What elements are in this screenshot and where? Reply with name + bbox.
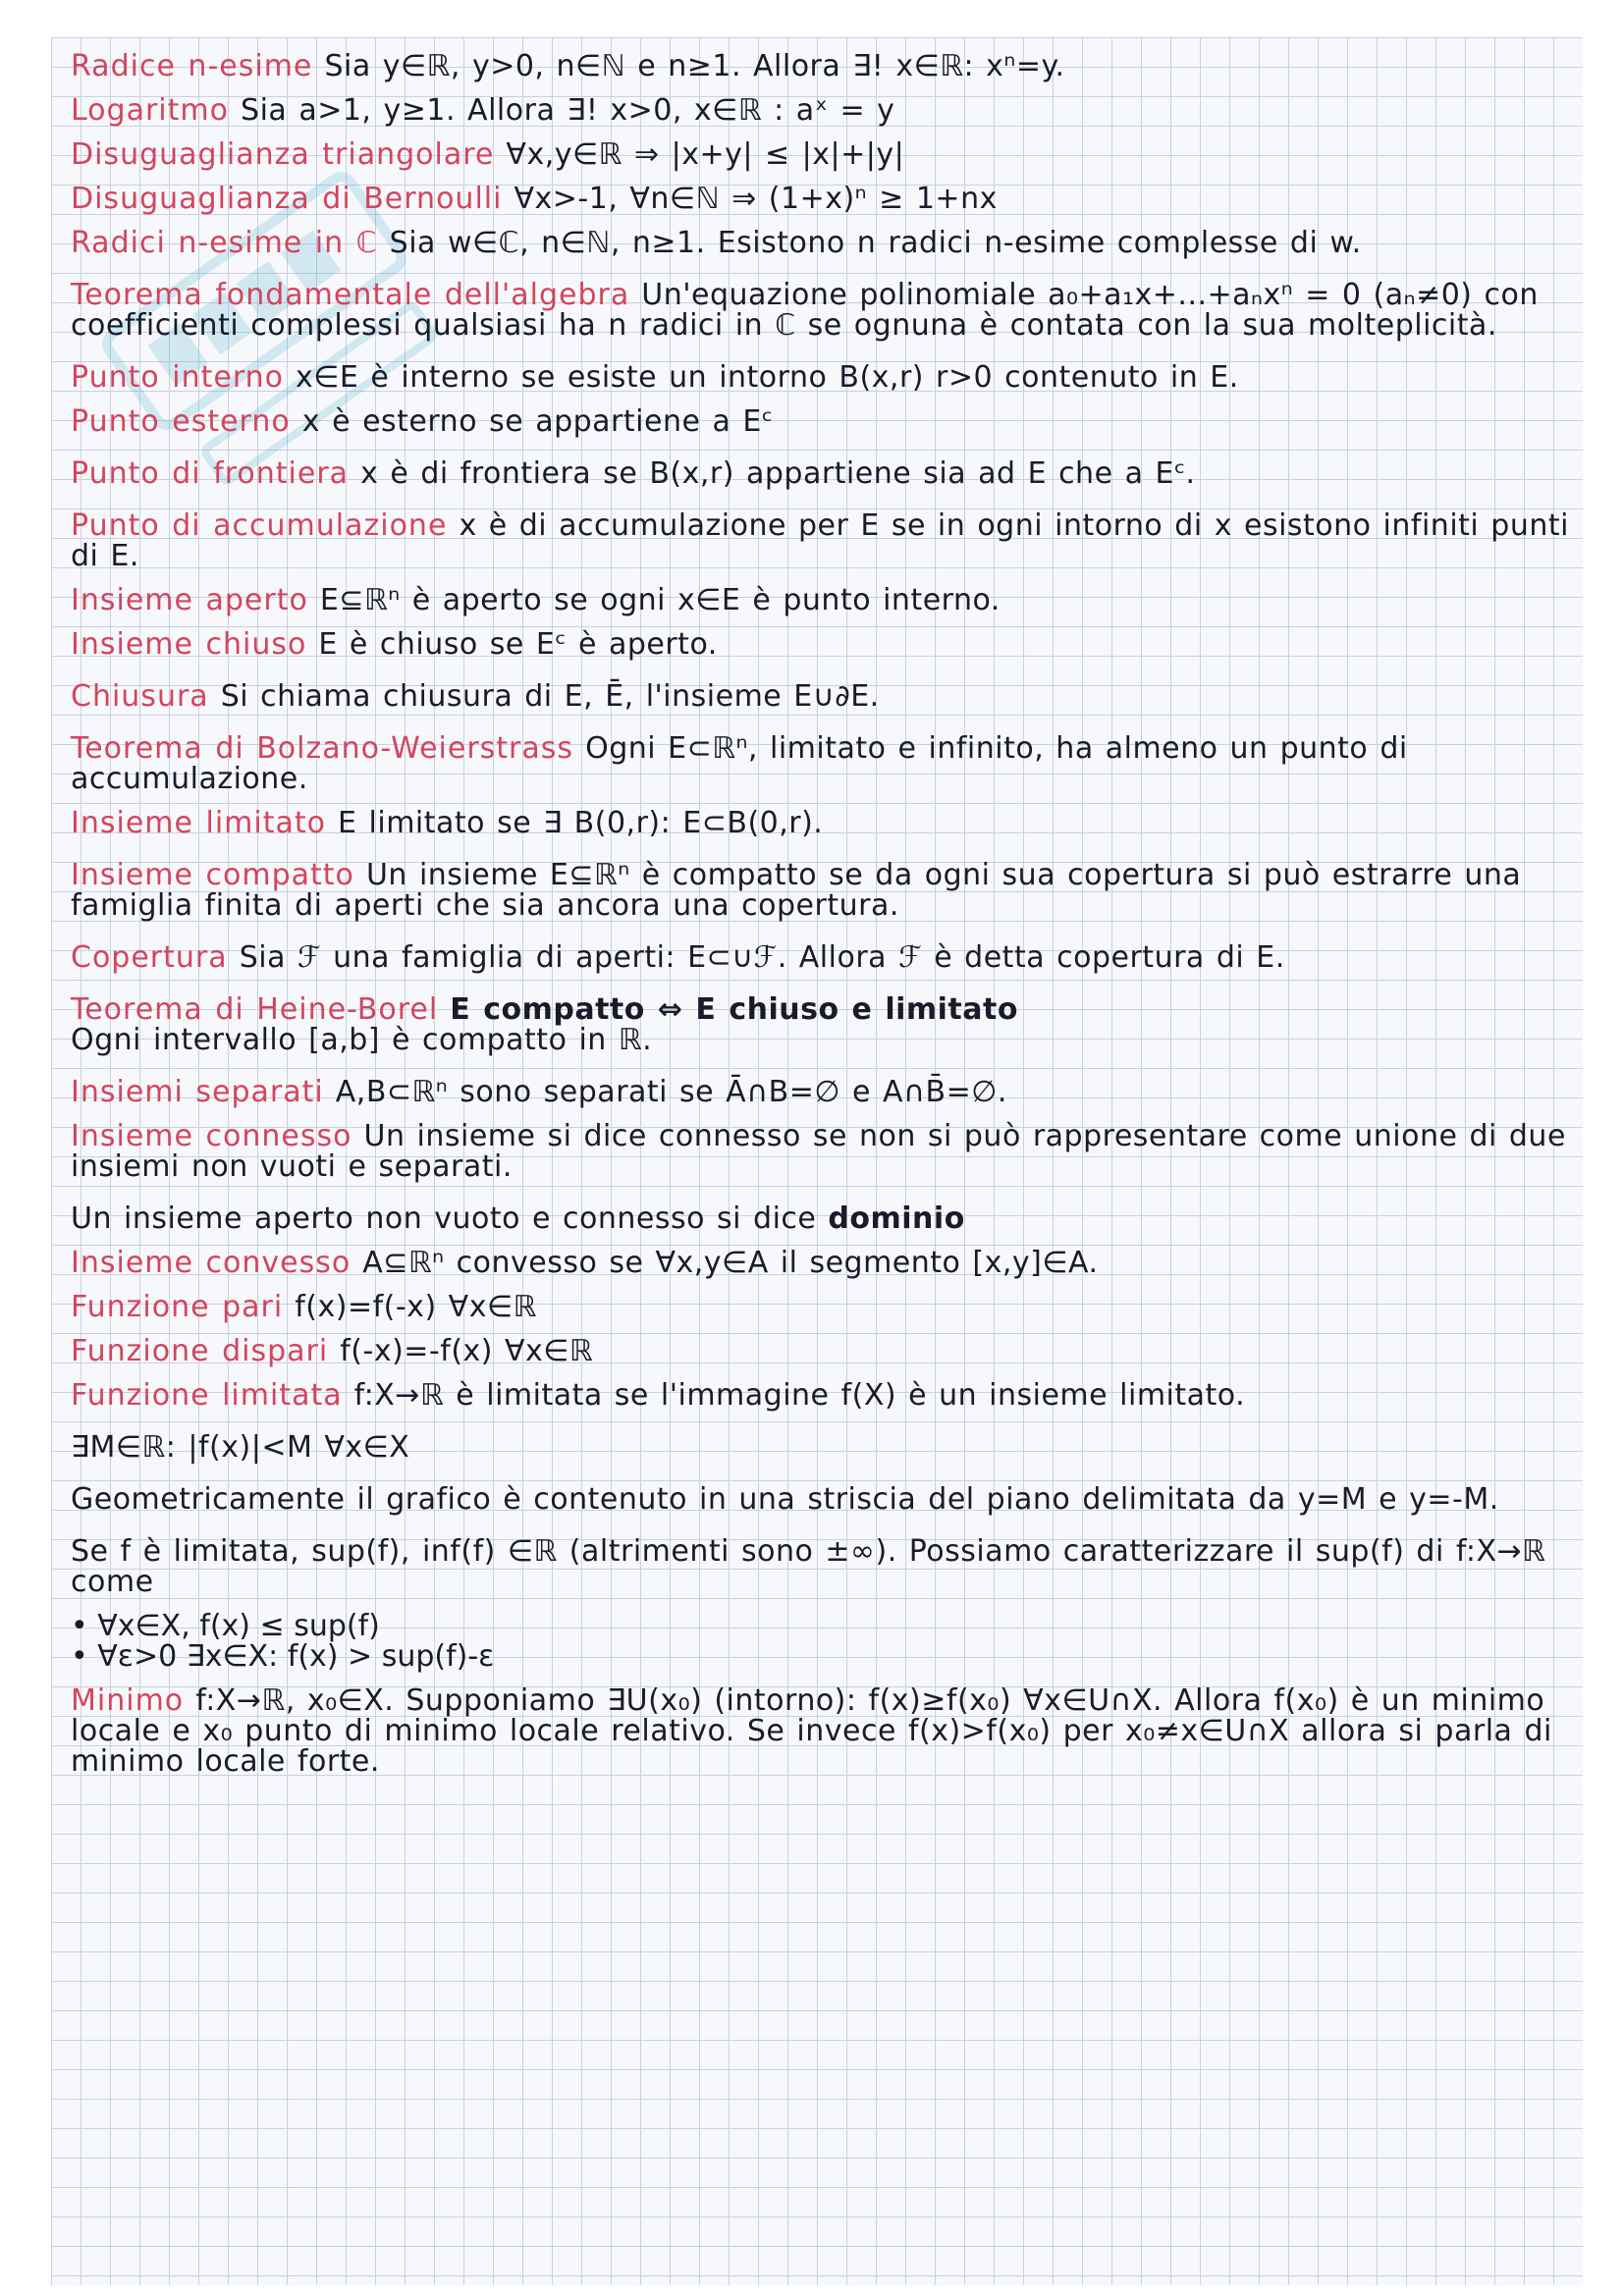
definition-text: E⊆ℝⁿ è aperto se ogni x∈E è punto interno. bbox=[319, 583, 1001, 617]
entry-teorema-fondamentale bbox=[71, 280, 1578, 341]
entry-copertura bbox=[71, 942, 1578, 973]
entry-heine-borel bbox=[71, 994, 1578, 1055]
definition-text: x è esterno se appartiene a Eᶜ bbox=[301, 404, 774, 439]
term-label: Minimo bbox=[71, 1683, 185, 1718]
term-label: Chiusura bbox=[71, 679, 209, 714]
term-label: Punto interno bbox=[71, 360, 284, 395]
term-label: Disuguaglianza di Bernoulli bbox=[71, 182, 503, 216]
entry-sup-note bbox=[71, 1536, 1578, 1597]
entry-insieme-limitato bbox=[71, 808, 1578, 838]
term-label: Logaritmo bbox=[71, 93, 229, 128]
list-item: • ∀x∈X, f(x) ≤ sup(f) bbox=[71, 1611, 1578, 1641]
formula-text: ∃M∈ℝ: |f(x)|<M ∀x∈X bbox=[71, 1430, 410, 1465]
term-label: Teorema di Heine-Borel bbox=[71, 992, 439, 1027]
entry-insiemi-separati bbox=[71, 1077, 1578, 1107]
entry-insieme-convesso bbox=[71, 1248, 1578, 1278]
definition-text: ∀x,y∈ℝ ⇒ |x+y| ≤ |x|+|y| bbox=[506, 137, 905, 172]
definition-text: Sia y∈ℝ, y>0, n∈ℕ e n≥1. Allora ∃! x∈ℝ: xⁿ=y. bbox=[324, 49, 1065, 83]
entry-radice-n-esime bbox=[71, 51, 1578, 81]
entry-disuguaglianza-triangolare bbox=[71, 139, 1578, 170]
term-label: Insieme compatto bbox=[71, 858, 354, 892]
definition-text: Sia w∈ℂ, n∈ℕ, n≥1. Esistono n radici n-esime complesse di w. bbox=[389, 226, 1362, 260]
definition-text: Geometricamente il grafico è contenuto in una striscia del piano delimitata da y=M e y=-M. bbox=[71, 1482, 1499, 1517]
entry-funzione-limitata bbox=[71, 1380, 1578, 1411]
definition-text: Un insieme E⊆ℝⁿ è compatto se da ogni sua copertura si può estrarre una famiglia finita di aperti che sia ancora una copertura. bbox=[71, 858, 1522, 923]
entry-bernoulli bbox=[71, 184, 1578, 214]
term-label: Funzione pari bbox=[71, 1290, 284, 1324]
theorem-statement: E compatto ⇔ E chiuso e limitato bbox=[450, 992, 1018, 1027]
definition-text: f(-x)=-f(x) ∀x∈ℝ bbox=[340, 1334, 594, 1368]
definition-text: Ogni intervallo [a,b] è compatto in ℝ. bbox=[71, 1023, 653, 1057]
term-label: Funzione limitata bbox=[71, 1378, 343, 1413]
definition-text: ∀x>-1, ∀n∈ℕ ⇒ (1+x)ⁿ ≥ 1+nx bbox=[514, 182, 998, 216]
entry-punto-interno bbox=[71, 362, 1578, 393]
entry-chiusura bbox=[71, 681, 1578, 712]
term-label: Disuguaglianza triangolare bbox=[71, 137, 495, 172]
entry-dominio bbox=[71, 1203, 1578, 1234]
term-label: Teorema di Bolzano-Weierstrass bbox=[71, 731, 574, 766]
term-label: Insieme chiuso bbox=[71, 627, 307, 662]
definition-text: f(x)=f(-x) ∀x∈ℝ bbox=[295, 1290, 537, 1324]
term-label: Copertura bbox=[71, 940, 228, 975]
definition-text: Un insieme aperto non vuoto e connesso si dice bbox=[71, 1201, 817, 1236]
entry-radici-complesse bbox=[71, 228, 1578, 258]
entry-funzione-pari bbox=[71, 1292, 1578, 1322]
definition-text: Un insieme si dice connesso se non si può rappresentare come unione di due insiemi non vuoti e separati. bbox=[71, 1119, 1566, 1184]
entry-logaritmo bbox=[71, 95, 1578, 126]
definition-text: x∈E è interno se esiste un intorno B(x,r) r>0 contenuto in E. bbox=[296, 360, 1239, 395]
list-item: • ∀ε>0 ∃x∈X: f(x) > sup(f)-ε bbox=[71, 1641, 1578, 1672]
entry-punto-frontiera bbox=[71, 458, 1578, 489]
definition-text: f:X→ℝ è limitata se l'immagine f(X) è un insieme limitato. bbox=[353, 1378, 1246, 1413]
term-label: Punto esterno bbox=[71, 404, 291, 439]
entry-insieme-compatto bbox=[71, 860, 1578, 921]
entry-insieme-chiuso bbox=[71, 629, 1578, 660]
definition-text: E è chiuso se Eᶜ è aperto. bbox=[318, 627, 718, 662]
key-word: dominio bbox=[828, 1201, 965, 1236]
term-label: Insiemi separati bbox=[71, 1075, 324, 1109]
sup-properties-list bbox=[71, 1611, 1578, 1672]
definition-text: E limitato se ∃ B(0,r): E⊂B(0,r). bbox=[338, 806, 824, 840]
entry-insieme-aperto bbox=[71, 585, 1578, 615]
term-label: Funzione dispari bbox=[71, 1334, 329, 1368]
entry-bound-formula bbox=[71, 1432, 1578, 1463]
entry-bolzano-weierstrass bbox=[71, 733, 1578, 794]
term-label: Insieme limitato bbox=[71, 806, 326, 840]
definition-text: Se f è limitata, sup(f), inf(f) ∈ℝ (altrimenti sono ±∞). Possiamo caratterizzare il sup(f) di f:X→ℝ come bbox=[71, 1534, 1546, 1599]
definition-text: Ogni E⊂ℝⁿ, limitato e infinito, ha almeno un punto di accumulazione. bbox=[71, 731, 1408, 796]
term-label: Punto di frontiera bbox=[71, 456, 350, 491]
term-label: Punto di accumulazione bbox=[71, 508, 448, 543]
entry-insieme-connesso bbox=[71, 1121, 1578, 1182]
entry-funzione-dispari bbox=[71, 1336, 1578, 1366]
definition-text: Un'equazione polinomiale a₀+a₁x+...+aₙxⁿ = 0 (aₙ≠0) con coefficienti complessi qualsiasi ha n radici in ℂ se ognuna è contata con la sua molteplicità. bbox=[71, 278, 1539, 343]
definition-text: A⊆ℝⁿ convesso se ∀x,y∈A il segmento [x,y]∈A. bbox=[362, 1246, 1099, 1280]
term-label: Insieme aperto bbox=[71, 583, 308, 617]
entry-geometric-note bbox=[71, 1484, 1578, 1515]
entry-punto-esterno bbox=[71, 406, 1578, 437]
definition-text: x è di frontiera se B(x,r) appartiene sia ad E che a Eᶜ. bbox=[360, 456, 1196, 491]
entry-minimo bbox=[71, 1685, 1578, 1777]
term-label: Radici n-esime in ℂ bbox=[71, 226, 378, 260]
entry-punto-accumulazione bbox=[71, 510, 1578, 571]
definition-text: A,B⊂ℝⁿ sono separati se Ā∩B=∅ e A∩B̄=∅. bbox=[335, 1075, 1007, 1109]
notes-content bbox=[71, 37, 1578, 1777]
graph-paper-sheet bbox=[51, 37, 1583, 2285]
term-label: Insieme convesso bbox=[71, 1246, 352, 1280]
definition-text: Sia a>1, y≥1. Allora ∃! x>0, x∈ℝ : aˣ = y bbox=[241, 93, 895, 128]
term-label: Radice n-esime bbox=[71, 49, 313, 83]
definition-text: f:X→ℝ, x₀∈X. Supponiamo ∃U(x₀) (intorno): f(x)≥f(x₀) ∀x∈U∩X. Allora f(x₀) è un minimo locale e x₀ punto di minimo locale relativo. Se invece f(x)>f(x₀) per x₀≠x∈U∩X allora si parla di minimo locale forte. bbox=[71, 1683, 1552, 1779]
definition-text: x è di accumulazione per E se in ogni intorno di x esistono infiniti punti di E. bbox=[71, 508, 1569, 573]
term-label: Insieme connesso bbox=[71, 1119, 352, 1153]
definition-text: Si chiama chiusura di E, Ē, l'insieme E∪∂E. bbox=[220, 679, 880, 714]
definition-text: Sia ℱ una famiglia di aperti: E⊂∪ℱ. Allora ℱ è detta copertura di E. bbox=[239, 940, 1285, 975]
term-label: Teorema fondamentale dell'algebra bbox=[71, 278, 630, 312]
